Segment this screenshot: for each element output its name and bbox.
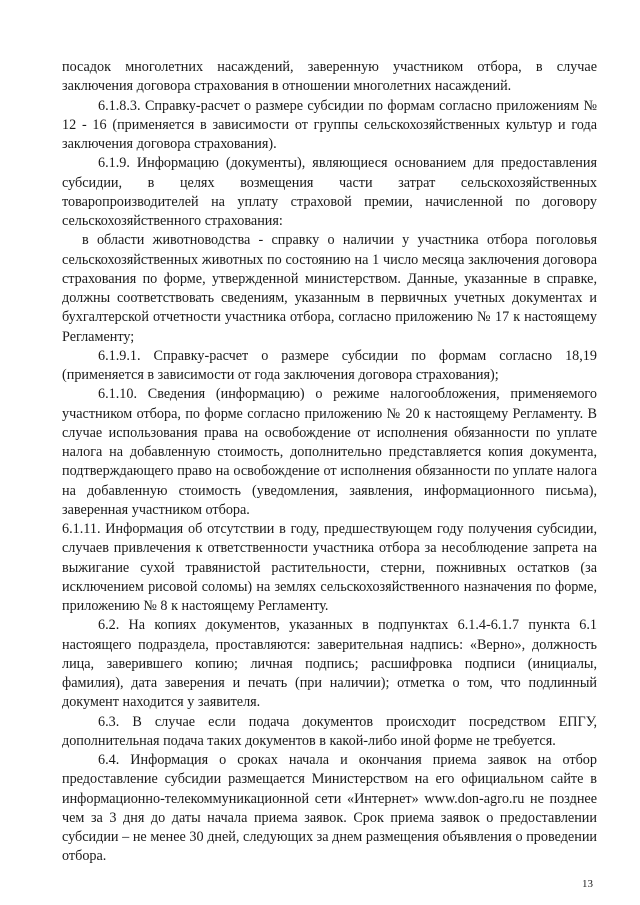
page-number: 13 [582,878,593,890]
paragraph-6-1-9-1: 6.1.9.1. Справку-расчет о размере субсидии по формам согласно 18,19 (применяется в зависимости от года заключения договора страхования); [62,347,597,383]
paragraph-6-3: 6.3. В случае если подача документов происходит посредством ЕПГУ, дополнительная подача таких документов в какой-либо иной форме не требуется. [62,713,597,749]
document-page [62,58,597,867]
paragraph-6-1-8-3: 6.1.8.3. Справку-расчет о размере субсидии по формам согласно приложениям № 12 - 16 (применяется в зависимости от группы сельскохозяйственных культур и года заключения договора страхования). [62,97,597,152]
paragraph-6-2: 6.2. На копиях документов, указанных в подпунктах 6.1.4-6.1.7 пункта 6.1 настоящего подраздела, проставляются: заверительная надпись: «Верно», должность лица, заверившего копию; личная подпись; расшифровка подписи (инициалы, фамилия), дата заверения и печать (при наличии); отметка о том, что подлинный документ находится у заявителя. [62,617,597,711]
paragraph-livestock: в области животноводства - справку о наличии у участника отбора поголовья сельскохозяйственных животных по состоянию на 1 число месяца заключения договора страхования по форме, утвержденной министерством. Данные, указанные в справке, должны соответствовать сведениям, указанным в первичных учетных документах и бухгалтерской отчетности участника отбора, согласно приложению № 17 к настоящему Регламенту; [62,232,597,345]
paragraph-6-1-10: 6.1.10. Сведения (информацию) о режиме налогообложения, применяемого участником отбора, по форме согласно приложению № 20 к настоящему Регламенту. В случае использования права на освобождение от исполнения обязанности по уплате налога на добавленную стоимость, дополнительно представляется копия документа, подтверждающего право на освобождение от исполнения обязанности по уплате налога на добавленную стоимость (уведомления, заявления, информационного письма), заверенная участником отбора. [62,386,597,518]
paragraph-6-4: 6.4. Информация о сроках начала и окончания приема заявок на отбор предоставление субсидии размещается Министерством на его официальном сайте в информационно-телекоммуникационной сети «Интернет» www.don-agro.ru не позднее чем за 3 дня до даты начала приема заявок. Срок приема заявок о предоставлении субсидии – не менее 30 дней, следующих за днем размещения объявления о проведении отбора. [62,752,597,865]
paragraph-6-1-11: 6.1.11. Информация об отсутствии в году, предшествующем году получения субсидии, случаев привлечения к ответственности участника отбора за несоблюдение запрета на выжигание сухой травянистой растительности, стерни, пожнивных остатков (за исключением рисовой соломы) на землях сельскохозяйственного назначения по форме, приложению № 8 к настоящему Регламенту. [62,521,597,614]
paragraph-planting-end: посадок многолетних насаждений, заверенную участником отбора, в случае заключения договора страхования в отношении многолетних насаждений. [62,59,597,95]
paragraph-6-1-9: 6.1.9. Информацию (документы), являющиеся основанием для предоставления субсидии, в целях возмещения части затрат сельскохозяйственных товаропроизводителей на уплату страховой премии, начисленной по договору сельскохозяйственного страхования: [62,155,597,229]
